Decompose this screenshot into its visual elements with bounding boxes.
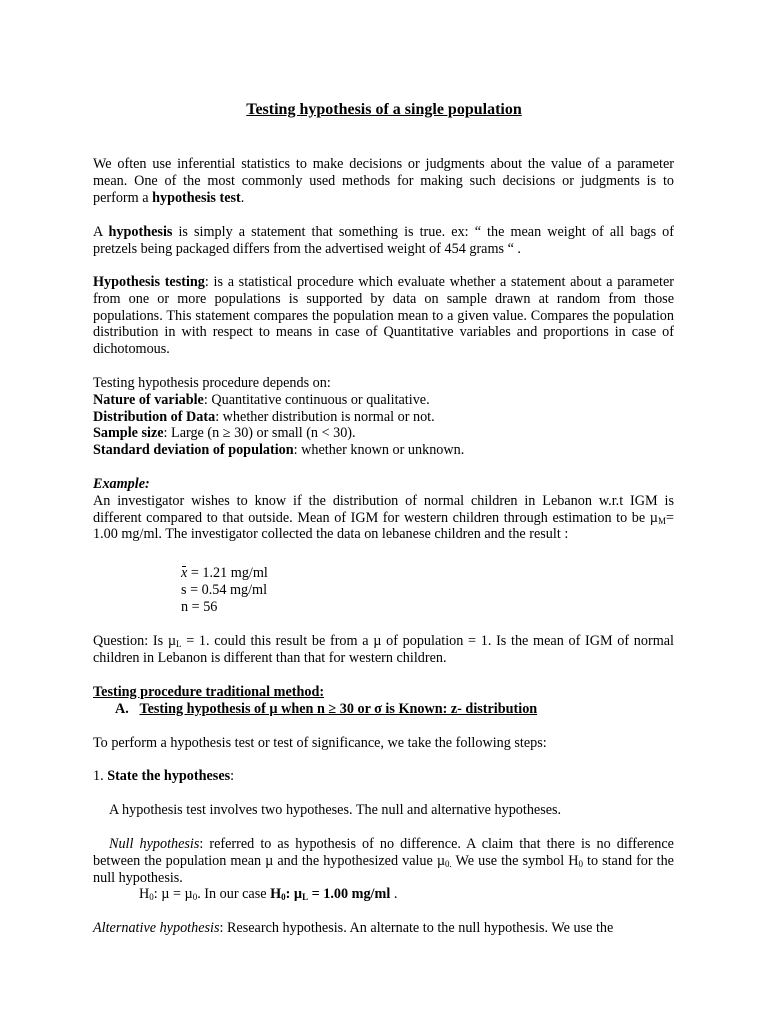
question-text-cont: = 1. could this result be from a µ of population = 1. Is the mean of IGM of normal children in Lebanon is different than that for western children. <box>93 633 674 666</box>
hyp-text: is simply a statement that something is true. ex: “ the mean weight of all bags of pretzels being packaged differs from the advertised weight of 454 grams “ . <box>93 224 674 257</box>
alternative-text: : Research hypothesis. An alternate to the null hypothesis. We use the <box>219 920 614 936</box>
formula-sub: 0 <box>149 892 154 903</box>
example-text: An investigator wishes to know if the distribution of normal children in Lebanon w.r.t IGM is different compared to that outside. Mean of IGM for western children through estimation to be µ <box>93 492 674 526</box>
depends-item <box>93 425 674 442</box>
h0-subscript: 0 <box>578 858 583 869</box>
result-mean <box>181 565 481 582</box>
question-paragraph <box>93 633 674 667</box>
step-end: : <box>230 768 235 784</box>
step-number: 1. <box>93 768 108 784</box>
step-1 <box>93 768 674 785</box>
step-title: State the hypotheses <box>107 768 231 784</box>
null-text: : referred to as hypothesis of no difference. A claim that there is no difference between the population mean µ and the hypothesized value µ <box>93 836 674 869</box>
null-label: Null hypothesis <box>109 836 200 852</box>
hypothesis-definition <box>93 224 674 258</box>
formula-text: . In our case <box>197 886 271 903</box>
null-hypothesis-paragraph <box>93 836 674 903</box>
intro-paragraph <box>93 156 674 206</box>
steps-intro: To perform a hypothesis test or test of significance, we take the following steps: <box>93 735 547 751</box>
depends-item-text: : whether known or unknown. <box>293 442 465 459</box>
intro-end: . <box>240 189 245 206</box>
procedure-heading: Testing procedure traditional method: <box>93 684 325 700</box>
formula-sub: 0 <box>281 892 286 903</box>
example-heading: Example: <box>93 476 150 492</box>
x-bar-symbol: x <box>181 565 188 581</box>
formula-mu: : µ = µ <box>153 886 193 903</box>
example-text-cont: = 1.00 mg/ml. The investigator collected the data on lebanese children and the result : <box>93 509 674 543</box>
mu0-subscript: 0. <box>445 858 452 869</box>
result-n: n = 56 <box>181 598 218 615</box>
depends-item <box>93 392 674 409</box>
null-text-cont: We use the symbol H <box>451 852 579 869</box>
null-text-end: to stand for the null hypothesis. <box>93 852 674 886</box>
intro-bold: hypothesis test <box>152 189 241 206</box>
procedure-depends-list <box>93 375 674 459</box>
example-results <box>133 565 481 615</box>
depends-item-label: Standard deviation of population <box>93 442 294 459</box>
two-hypotheses-text: A hypothesis test involves two hypotheses. The null and alternative hypotheses. <box>109 802 562 818</box>
testing-text: : is a statistical procedure which evaluate whether a statement about a parameter from one or more populations is supported by data on sample drawn at random from those populations. This statement compares the population mean to a given value. Compares the population distribution in with respect to means in case of Quantitative variables and proportions in case of dichotomous. <box>93 274 675 358</box>
procedure-item-a <box>93 701 674 718</box>
question-text: Question: Is µ <box>93 633 176 649</box>
item-a-text: Testing hypothesis of µ when n ≥ 30 or σ is Known: z- distribution <box>139 700 538 717</box>
mu-subscript: M <box>657 515 666 526</box>
depends-item-text: : whether distribution is normal or not. <box>215 408 435 425</box>
formula-end: . <box>390 886 398 903</box>
depends-item-text: : Quantitative continuous or qualitative. <box>203 391 430 408</box>
mean-value: = 1.21 mg/ml <box>187 565 268 581</box>
depends-item-label: Distribution of Data <box>93 408 216 425</box>
item-a-label: A. <box>115 700 129 717</box>
mu-subscript: L <box>176 639 182 649</box>
depends-lead: Testing hypothesis procedure depends on: <box>93 375 331 391</box>
hypothesis-testing-definition <box>93 274 674 358</box>
depends-item-label: Nature of variable <box>93 391 204 408</box>
formula-sub: 0 <box>192 892 198 903</box>
formula-sub: L <box>302 892 309 903</box>
formula-bold-mu: : µ <box>285 886 303 903</box>
result-sd: s = 0.54 mg/ml <box>181 581 268 598</box>
example-section <box>93 476 674 543</box>
alternative-label: Alternative hypothesis <box>93 920 220 936</box>
depends-item-text: : Large (n ≥ 30) or small (n < 30). <box>163 425 356 442</box>
formula-h: H <box>139 886 150 903</box>
depends-item <box>93 409 674 426</box>
hyp-bold: hypothesis <box>108 224 173 240</box>
depends-item <box>93 442 674 459</box>
procedure-heading-block <box>93 684 674 718</box>
testing-bold: Hypothesis testing <box>93 274 205 290</box>
formula-bold-h: H <box>270 886 282 903</box>
hyp-pre: A <box>93 224 109 240</box>
page-title: Testing hypothesis of a single population <box>246 101 522 118</box>
alternative-hypothesis-paragraph <box>93 920 674 937</box>
depends-item-label: Sample size <box>93 425 164 442</box>
formula-bold-value: = 1.00 mg/ml <box>308 886 391 903</box>
null-formula <box>93 886 674 903</box>
intro-text: We often use inferential statistics to make decisions or judgments about the value of a parameter mean. One of the most commonly used methods for making such decisions or judgments is to perform a <box>93 156 674 206</box>
